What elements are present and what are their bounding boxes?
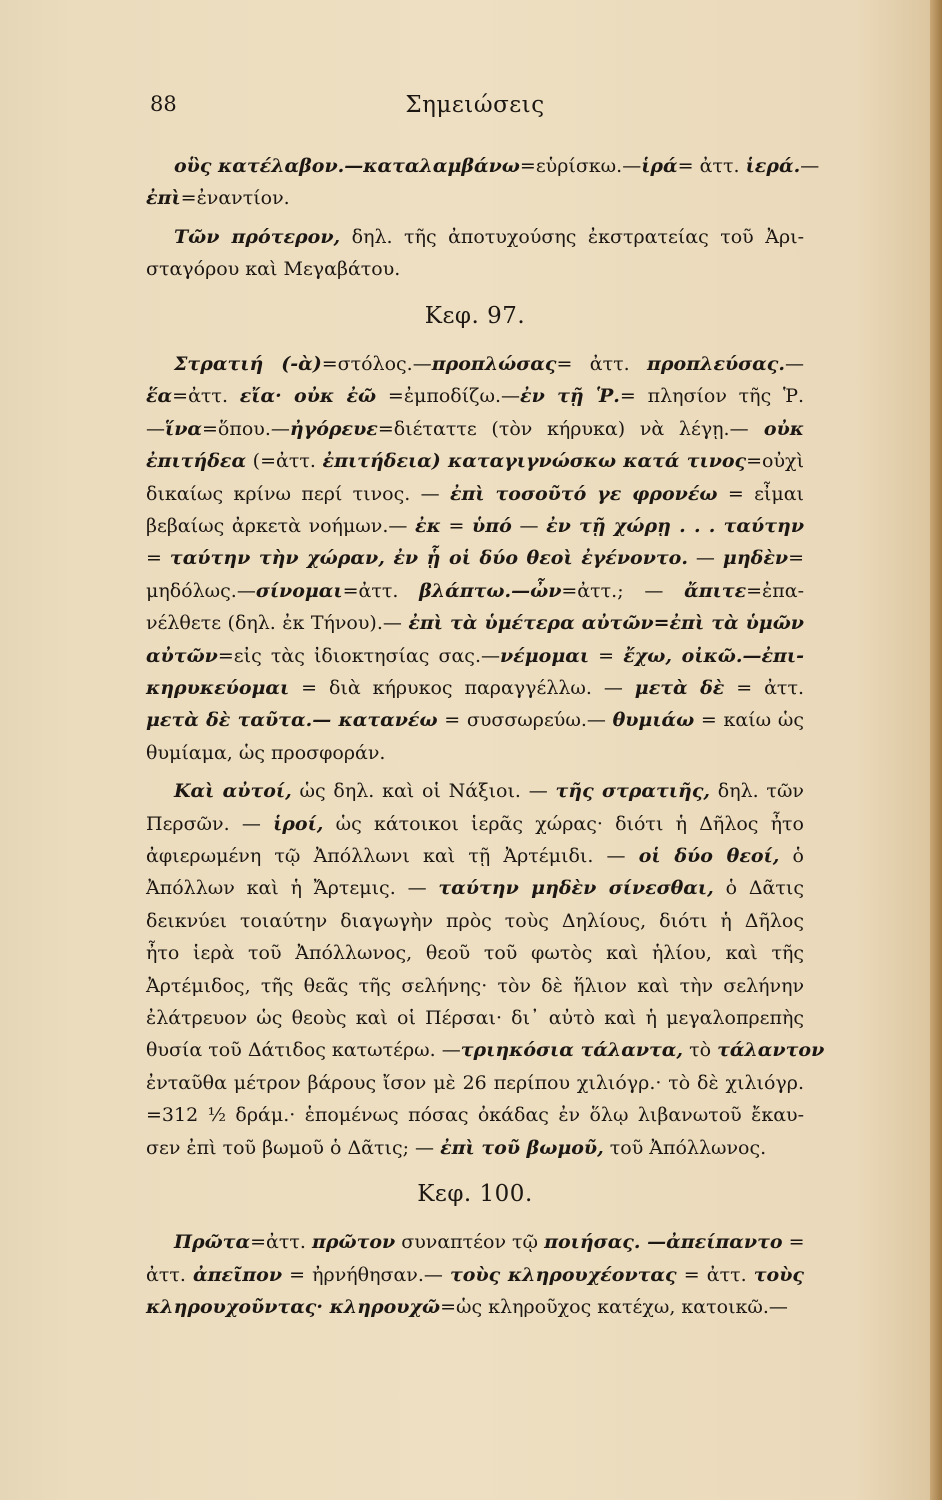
text-line: [146, 1291, 804, 1323]
text-line: [146, 1034, 825, 1066]
chapter-heading: Κεφ. 97.: [424, 302, 526, 329]
gloss-text: Ἀρτέμιδος, τῆς θεᾶς τῆς σελήνης· τὸν δὲ ἥλιον καὶ τὴν σελήνην: [146, 974, 804, 997]
text-line: [174, 150, 820, 182]
gloss-text: =ἐπα-: [746, 579, 804, 602]
text-line: [146, 575, 804, 607]
gloss-text: ἀττ.: [146, 1263, 193, 1286]
text-line: [146, 905, 804, 937]
text-line: [146, 445, 804, 477]
text-line: [146, 937, 804, 969]
lemma-text: ἐπὶ τοῦ βωμοῦ,: [440, 1136, 604, 1159]
text-line: [146, 1099, 804, 1131]
gloss-text: =: [788, 547, 804, 570]
gloss-text: = ἀττ.: [677, 155, 746, 177]
gloss-text: =οὐχὶ: [746, 450, 805, 473]
text-line: [174, 1226, 804, 1258]
lemma-text: αὐτῶν: [146, 644, 218, 667]
gloss-text: ὡς δηλ. καὶ οἱ Νάξιοι. —: [291, 780, 556, 803]
lemma-text: τῆς στρατιῆς,: [555, 780, 710, 803]
gloss-text: δεικνύει τοιαύτην διαγωγὴν πρὸς τοὺς Δηλίους, διότι ἡ Δῆλος: [146, 909, 804, 932]
gloss-text: ὁ Δᾶτις: [713, 877, 804, 900]
lemma-text: προπλεύσας.: [647, 353, 785, 375]
gloss-text: (=ἀττ.: [246, 450, 323, 473]
lemma-text: τοὺς: [753, 1263, 804, 1286]
gloss-text: =ὅπου.—: [202, 417, 290, 440]
gloss-text: θυμίαμα, ὡς προσφοράν.: [146, 741, 386, 764]
lemma-text: μετὰ δὲ: [634, 677, 725, 699]
text-line: [146, 672, 804, 704]
lemma-text: ἕα: [146, 385, 173, 408]
text-line: [146, 253, 804, 285]
text-line: [174, 775, 804, 807]
gloss-text: = ἠρνήθησαν.—: [282, 1263, 450, 1286]
lemma-text: ἀπεῖπον: [193, 1263, 283, 1286]
lemma-text: νέμομαι: [500, 644, 590, 667]
gloss-text: = καίω ὡς: [694, 709, 804, 732]
page-header: [150, 92, 800, 128]
lemma-text: ἱρά: [641, 155, 678, 177]
text-line: [146, 640, 804, 672]
gloss-text: = ἀττ.: [724, 677, 804, 699]
lemma-text: ταύτην τὴν χώραν, ἐν ᾗ οἱ δύο θεοὶ ἐγένοντο.: [169, 547, 688, 570]
lemma-text: κληρουχοῦντας· κληρουχῶ: [146, 1296, 441, 1319]
text-line: [174, 348, 804, 380]
lemma-text: οὓς κατέλαβον.—καταλαμβάνω: [174, 155, 520, 177]
gloss-text: δικαίως κρίνω περί τινος. —: [146, 482, 450, 505]
gloss-text: ἐλάτρευον ὡς θεοὺς καὶ οἱ Πέρσαι· δι᾽ αὐτὸ καὶ ἡ μεγαλοπρεπὴς: [146, 1007, 804, 1029]
gloss-text: —: [800, 155, 820, 177]
lemma-text: μετὰ δὲ ταῦτα.— κατανέω: [146, 709, 438, 732]
chapter-heading: Κεφ. 100.: [417, 1181, 533, 1207]
gloss-text: τοῦ Ἀπόλλωνος.: [603, 1136, 767, 1159]
gloss-text: δηλ. τῆς ἀποτυχούσης ἐκστρατείας τοῦ Ἀρι-: [340, 225, 804, 248]
gloss-text: σεν ἐπὶ τοῦ βωμοῦ ὁ Δᾶτις; —: [146, 1136, 441, 1159]
gloss-text: νέλθετε (δηλ. ἐκ Τήνου).—: [146, 612, 409, 635]
gloss-text: μηδόλως.—: [146, 579, 256, 602]
lemma-text: ἐπὶ τὰ ὑμέτερα αὐτῶν=ἐπὶ τὰ ὑμῶν: [408, 612, 804, 635]
lemma-text: τοὺς κληρουχέοντας: [449, 1263, 677, 1286]
gloss-text: ἦτο ἱερὰ τοῦ Ἀπόλλωνος, θεοῦ τοῦ φωτὸς καὶ ἡλίου, καὶ τῆς: [146, 942, 804, 965]
gloss-text: =διέταττε (τὸν κήρυκα) νὰ λέγῃ.—: [377, 417, 749, 440]
gloss-text: σταγόρου καὶ Μεγαβάτου.: [146, 258, 401, 281]
text-line: [146, 478, 804, 510]
text-line: [146, 1259, 804, 1291]
lemma-text: ἐπὶ: [146, 187, 181, 210]
gloss-text: = συσσωρεύω.—: [437, 709, 613, 732]
lemma-text: ἱροί,: [273, 812, 324, 835]
gloss-text: συναπτέον τῷ: [395, 1231, 545, 1254]
lemma-text: εἴα· οὐκ ἐῶ: [239, 385, 377, 408]
lemma-text: θυμιάω: [612, 709, 695, 732]
text-line: [146, 1132, 804, 1164]
gloss-text: =312 ½ δράμ.· ἑπομένως πόσας ὀκάδας ἐν ὅλῳ λιβανωτοῦ ἔκαυ-: [146, 1104, 804, 1127]
gloss-text: τὸ: [683, 1039, 718, 1062]
text-line: [146, 1002, 804, 1034]
lemma-text: οἱ δύο θεοί,: [638, 845, 780, 867]
text-line: [146, 1067, 804, 1099]
gloss-text: —: [687, 547, 723, 570]
lemma-text: ταύτην μηδὲν σίνεσθαι,: [438, 877, 714, 900]
lemma-text: Καὶ αὐτοί,: [174, 780, 292, 803]
gloss-text: =ἐναντίον.: [180, 187, 290, 210]
gloss-text: = ἀττ.: [676, 1263, 754, 1286]
lemma-text: τάλαντον: [717, 1039, 825, 1062]
gloss-text: =ἐμποδίζω.—: [376, 385, 521, 408]
text-line: [146, 808, 804, 840]
text-line: [146, 182, 804, 214]
lemma-text: ἔχω, οἰκῶ.—ἐπι-: [623, 644, 805, 667]
running-title: Σημειώσεις: [405, 92, 545, 118]
text-line: [146, 970, 804, 1002]
text-line: [146, 380, 804, 412]
page-edge: [930, 0, 942, 1500]
text-line: [146, 737, 804, 769]
gloss-text: =εὑρίσκω.—: [519, 155, 642, 177]
lemma-text: κηρυκεύομαι: [146, 677, 290, 699]
gloss-text: ἐνταῦθα μέτρον βάρους ἴσον μὲ 26 περίπου χιλιόγρ.· τὸ δὲ χιλιόγρ.: [146, 1071, 804, 1094]
lemma-text: πρῶτον: [311, 1231, 396, 1254]
lemma-text: ἐκ: [415, 515, 441, 537]
gloss-text: = διὰ κήρυκος παραγγέλλω. —: [289, 677, 635, 699]
lemma-text: τριηκόσια τάλαντα,: [460, 1039, 684, 1062]
text-line: [146, 607, 804, 639]
lemma-text: ἱερά.: [745, 155, 801, 177]
text-line: [146, 542, 804, 574]
gloss-text: =ἀττ.: [342, 579, 420, 602]
gloss-text: = εἶμαι: [717, 482, 804, 505]
lemma-text: προπλώσας: [431, 353, 557, 375]
lemma-text: ἐν τῇ Ῥ.: [520, 385, 620, 408]
gloss-text: =: [782, 1231, 805, 1254]
gloss-text: = ἀττ.: [556, 353, 647, 375]
text-line: [146, 413, 804, 445]
gloss-text: =: [146, 547, 170, 570]
lemma-text: ἄπιτε: [684, 579, 747, 602]
text-line: [146, 840, 804, 872]
gloss-text: = πλησίον τῆς Ῥ.: [619, 385, 805, 408]
lemma-text: σίνομαι: [255, 579, 343, 602]
gloss-text: =ἀττ.: [172, 385, 240, 408]
gloss-text: —: [785, 353, 804, 375]
lemma-text: ἐν τῇ χώρῃ . . . ταύτην: [546, 515, 805, 537]
gloss-text: ἀφιερωμένη τῷ Ἀπόλλωνι καὶ τῇ Ἀρτέμιδι. —: [146, 845, 639, 867]
text-line: [146, 872, 804, 904]
text-line: [174, 221, 804, 253]
lemma-text: ἠγόρευε: [289, 417, 378, 440]
lemma-text: Πρῶτα: [174, 1231, 251, 1254]
page-number: 88: [150, 92, 177, 116]
lemma-text: Τῶν πρότερον,: [174, 225, 341, 248]
gloss-text: θυσία τοῦ Δάτιδος κατωτέρω. —: [146, 1039, 461, 1062]
gloss-text: Ἀπόλλων καὶ ἡ Ἄρτεμις. —: [146, 877, 439, 900]
gloss-text: ὡς κάτοικοι ἱερᾶς χώρας· διότι ἡ Δῆλος ἦτο: [323, 812, 804, 835]
lemma-text: Στρατιή (-ὰ): [174, 353, 322, 375]
gloss-text: =ὡς κληροῦχος κατέχω, κατοικῶ.—: [440, 1296, 788, 1319]
gloss-text: βεβαίως ἀρκετὰ νοήμων.—: [146, 515, 416, 537]
text-line: [146, 704, 804, 736]
gloss-text: =: [440, 515, 473, 537]
text-line: [146, 510, 804, 542]
lemma-text: ἐπιτήδεια) καταγιγνώσκω κατά τινος: [322, 450, 747, 473]
gloss-text: =στόλος.—: [321, 353, 432, 375]
gloss-text: =ἀττ.; —: [561, 579, 685, 602]
lemma-text: βλάπτω.—ὦν: [419, 579, 562, 602]
gloss-text: —: [146, 417, 165, 440]
gloss-text: Περσῶν. —: [146, 812, 274, 835]
gloss-text: ὁ: [779, 845, 804, 867]
gloss-text: δηλ. τῶν: [710, 780, 804, 803]
lemma-text: ὑπό: [472, 515, 512, 537]
gloss-text: =: [589, 644, 624, 667]
lemma-text: ἵνα: [165, 417, 202, 440]
lemma-text: μηδὲν: [722, 547, 789, 570]
gloss-text: =ἀττ.: [250, 1231, 312, 1254]
lemma-text: ἐπὶ τοσοῦτό γε φρονέω: [449, 482, 718, 505]
lemma-text: οὐκ: [748, 417, 804, 440]
lemma-text: ἐπιτήδεα: [146, 450, 247, 473]
gloss-text: —: [511, 515, 547, 537]
lemma-text: ποιήσας. —ἀπείπαντο: [544, 1231, 783, 1254]
gloss-text: =εἰς τὰς ἰδιοκτησίας σας.—: [217, 644, 500, 667]
